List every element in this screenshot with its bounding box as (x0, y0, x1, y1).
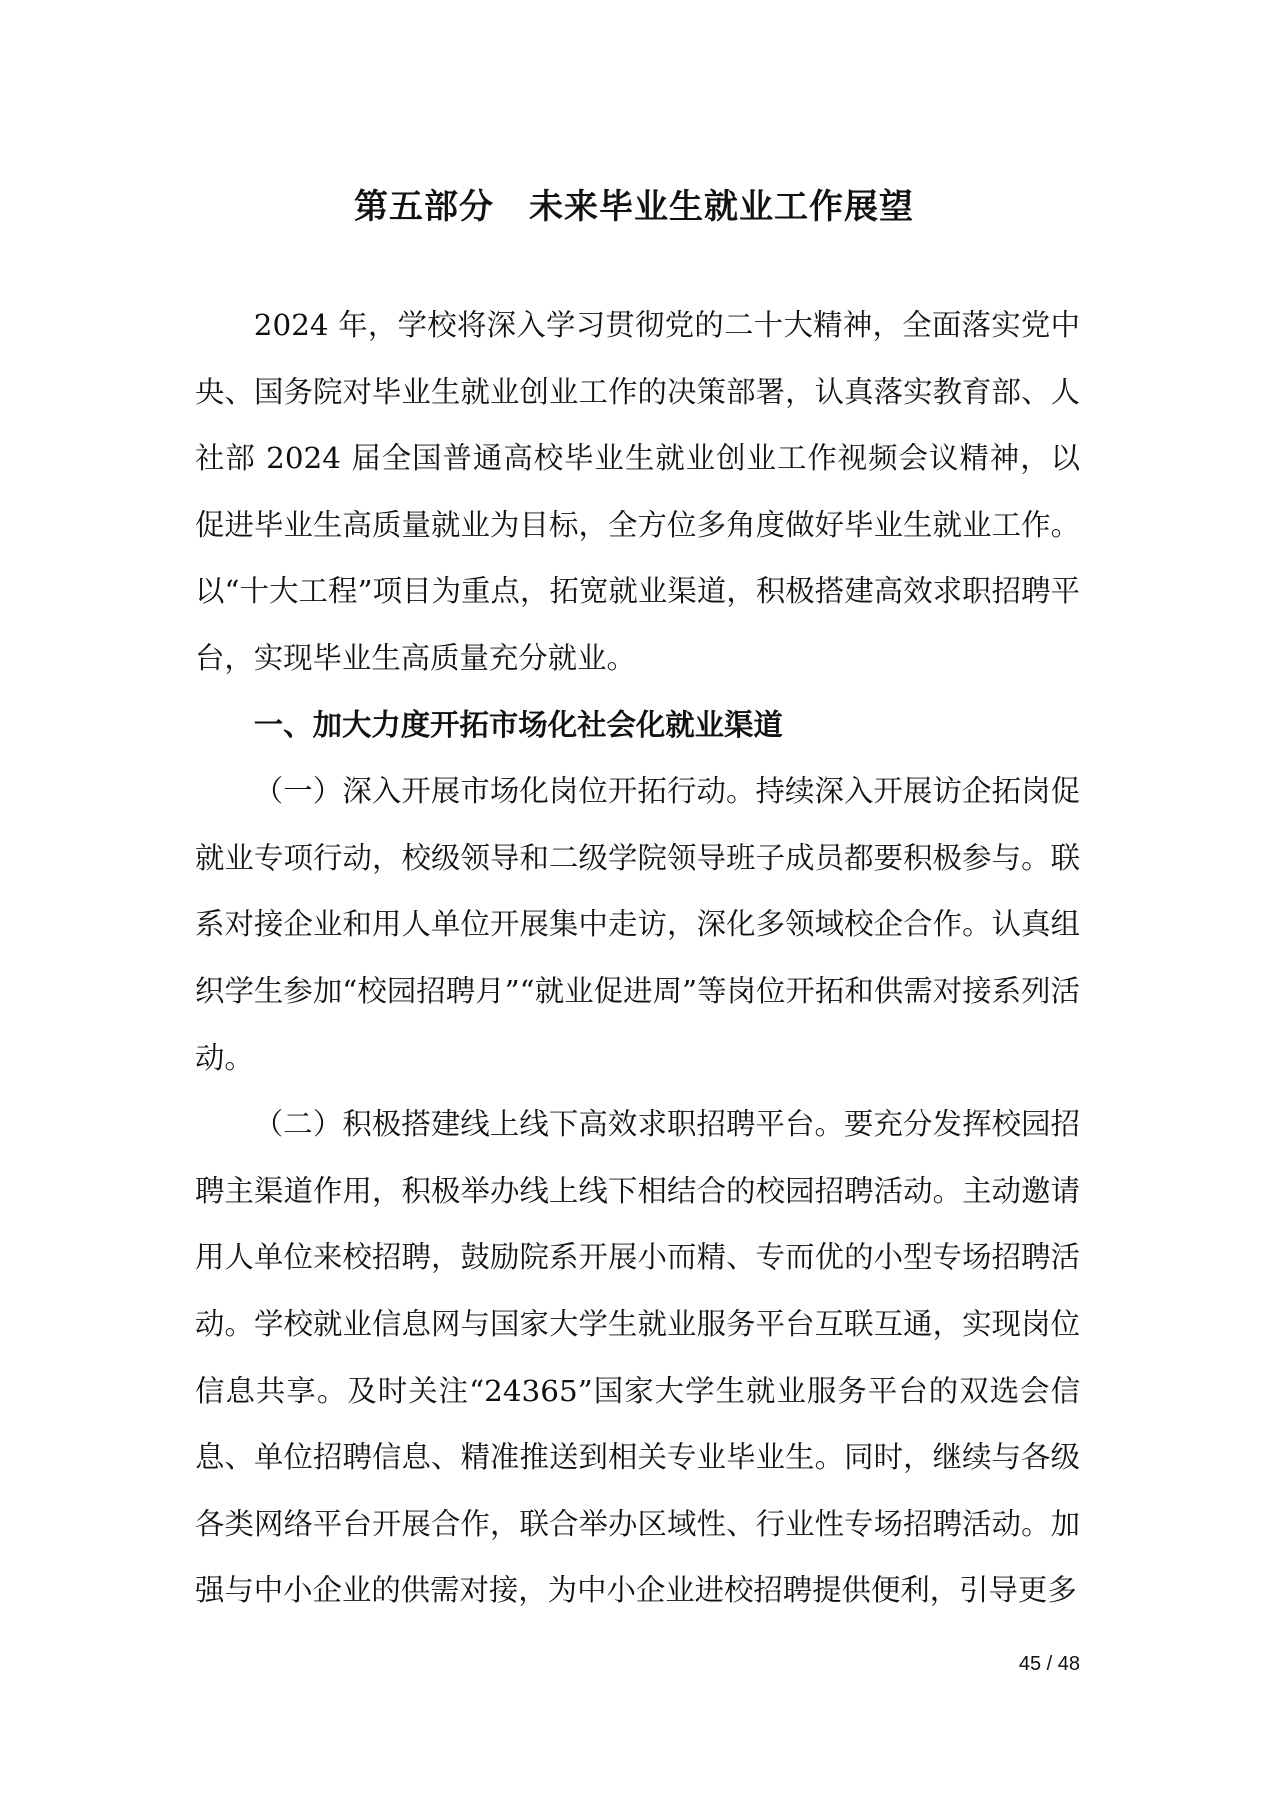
page-title: 第五部分 未来毕业生就业工作展望 (354, 186, 914, 227)
intro-paragraph: 2024 年，学校将深入学习贯彻党的二十大精神，全面落实党中央、国务院对毕业生就业创业工作的决策部署，认真落实教育部、人社部 2024 届全国普通高校毕业生就业创业工作视频会议精神，以促进毕业生高质量就业为目标，全方位多角度做好毕业生就业工作。以“十大工程”项目为重点，拓宽就业渠道，积极搭建高效求职招聘平台，实现毕业生高质量充分就业。 (195, 308, 1080, 675)
subsection-paragraph-1: （一）深入开展市场化岗位开拓行动。持续深入开展访企拓岗促就业专项行动，校级领导和二级学院领导班子成员都要积极参与。联系对接企业和用人单位开展集中走访，深化多领域校企合作。认真组织学生参加“校园招聘月”“就业促进周”等岗位开拓和供需对接系列活动。 (195, 774, 1080, 1075)
document-body (195, 292, 1080, 1624)
page-number: 45 / 48 (1018, 1653, 1080, 1675)
subsection-paragraph-2: （二）积极搭建线上线下高效求职招聘平台。要充分发挥校园招聘主渠道作用，积极举办线上线下相结合的校园招聘活动。主动邀请用人单位来校招聘，鼓励院系开展小而精、专而优的小型专场招聘活动。学校就业信息网与国家大学生就业服务平台互联互通，实现岗位信息共享。及时关注“24365”国家大学生就业服务平台的双选会信息、单位招聘信息、精准推送到相关专业毕业生。同时，继续与各级各类网络平台开展合作，联合举办区域性、行业性专场招聘活动。加强与中小企业的供需对接，为中小企业进校招聘提供便利，引导更多 (195, 1107, 1080, 1608)
section-heading: 一、加大力度开拓市场化社会化就业渠道 (253, 707, 783, 742)
